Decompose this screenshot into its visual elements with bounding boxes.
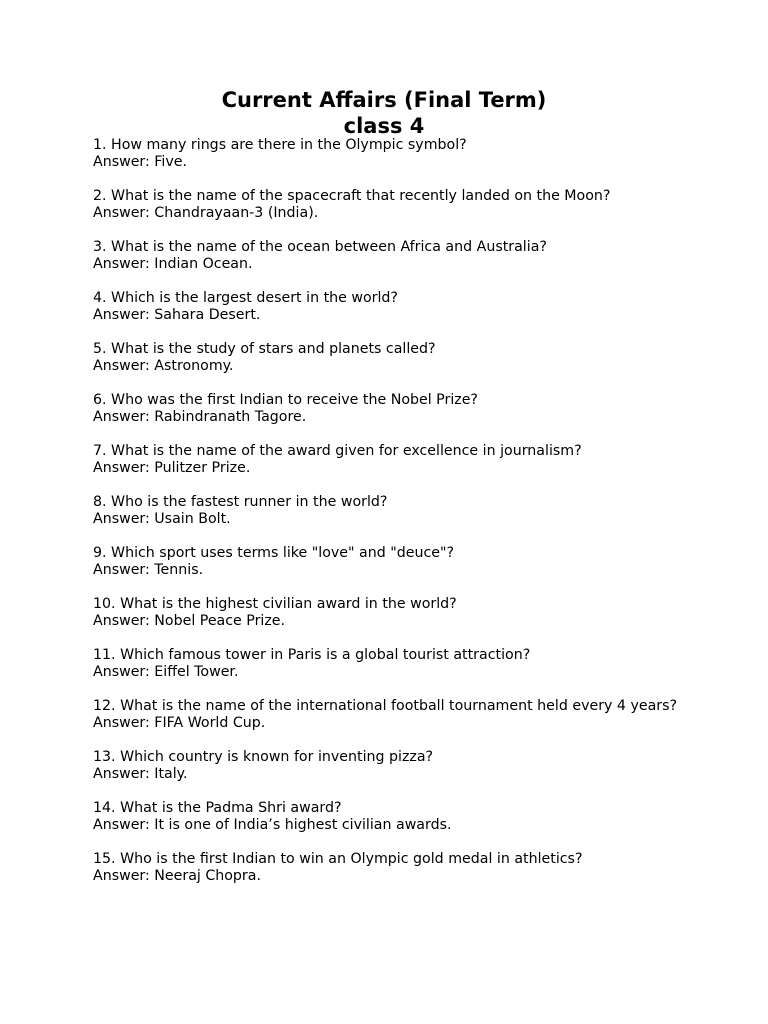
question-answer-list (93, 137, 693, 902)
title-line-2: class 4 (343, 114, 425, 138)
qa-item-8 (93, 494, 693, 528)
question-text: 7. What is the name of the award given for excellence in journalism? (93, 443, 582, 459)
qa-item-1 (93, 137, 693, 171)
question-text: 11. Which famous tower in Paris is a global tourist attraction? (93, 647, 531, 663)
answer-text: Answer: Chandrayaan-3 (India). (93, 205, 319, 221)
qa-item-9 (93, 545, 693, 579)
qa-item-13 (93, 749, 693, 783)
qa-item-15 (93, 851, 693, 885)
qa-item-11 (93, 647, 693, 681)
answer-text: Answer: Usain Bolt. (93, 511, 231, 527)
answer-text: Answer: Rabindranath Tagore. (93, 409, 307, 425)
qa-item-12 (93, 698, 693, 732)
answer-text: Answer: Sahara Desert. (93, 307, 261, 323)
qa-item-3 (93, 239, 693, 273)
answer-text: Answer: Astronomy. (93, 358, 234, 374)
qa-item-5 (93, 341, 693, 375)
title-line-1: Current Affairs (Final Term) (221, 88, 547, 112)
question-text: 10. What is the highest civilian award in the world? (93, 596, 457, 612)
question-text: 3. What is the name of the ocean between Africa and Australia? (93, 239, 547, 255)
question-text: 6. Who was the first Indian to receive the Nobel Prize? (93, 392, 478, 408)
question-text: 5. What is the study of stars and planets called? (93, 341, 436, 357)
question-text: 15. Who is the first Indian to win an Olympic gold medal in athletics? (93, 851, 583, 867)
question-text: 8. Who is the fastest runner in the world? (93, 494, 388, 510)
document-title (0, 87, 768, 139)
answer-text: Answer: FIFA World Cup. (93, 715, 266, 731)
qa-item-4 (93, 290, 693, 324)
answer-text: Answer: Nobel Peace Prize. (93, 613, 286, 629)
question-text: 1. How many rings are there in the Olympic symbol? (93, 137, 467, 153)
answer-text: Answer: Eiffel Tower. (93, 664, 239, 680)
question-text: 12. What is the name of the international football tournament held every 4 years? (93, 698, 678, 714)
question-text: 4. Which is the largest desert in the world? (93, 290, 398, 306)
answer-text: Answer: Italy. (93, 766, 188, 782)
answer-text: Answer: Tennis. (93, 562, 204, 578)
question-text: 14. What is the Padma Shri award? (93, 800, 342, 816)
qa-item-2 (93, 188, 693, 222)
qa-item-14 (93, 800, 693, 834)
qa-item-10 (93, 596, 693, 630)
answer-text: Answer: Five. (93, 154, 187, 170)
answer-text: Answer: It is one of India’s highest civilian awards. (93, 817, 452, 833)
question-text: 13. Which country is known for inventing pizza? (93, 749, 434, 765)
answer-text: Answer: Indian Ocean. (93, 256, 253, 272)
answer-text: Answer: Neeraj Chopra. (93, 868, 261, 884)
qa-item-7 (93, 443, 693, 477)
question-text: 2. What is the name of the spacecraft that recently landed on the Moon? (93, 188, 611, 204)
answer-text: Answer: Pulitzer Prize. (93, 460, 251, 476)
qa-item-6 (93, 392, 693, 426)
question-text: 9. Which sport uses terms like "love" and "deuce"? (93, 545, 455, 561)
